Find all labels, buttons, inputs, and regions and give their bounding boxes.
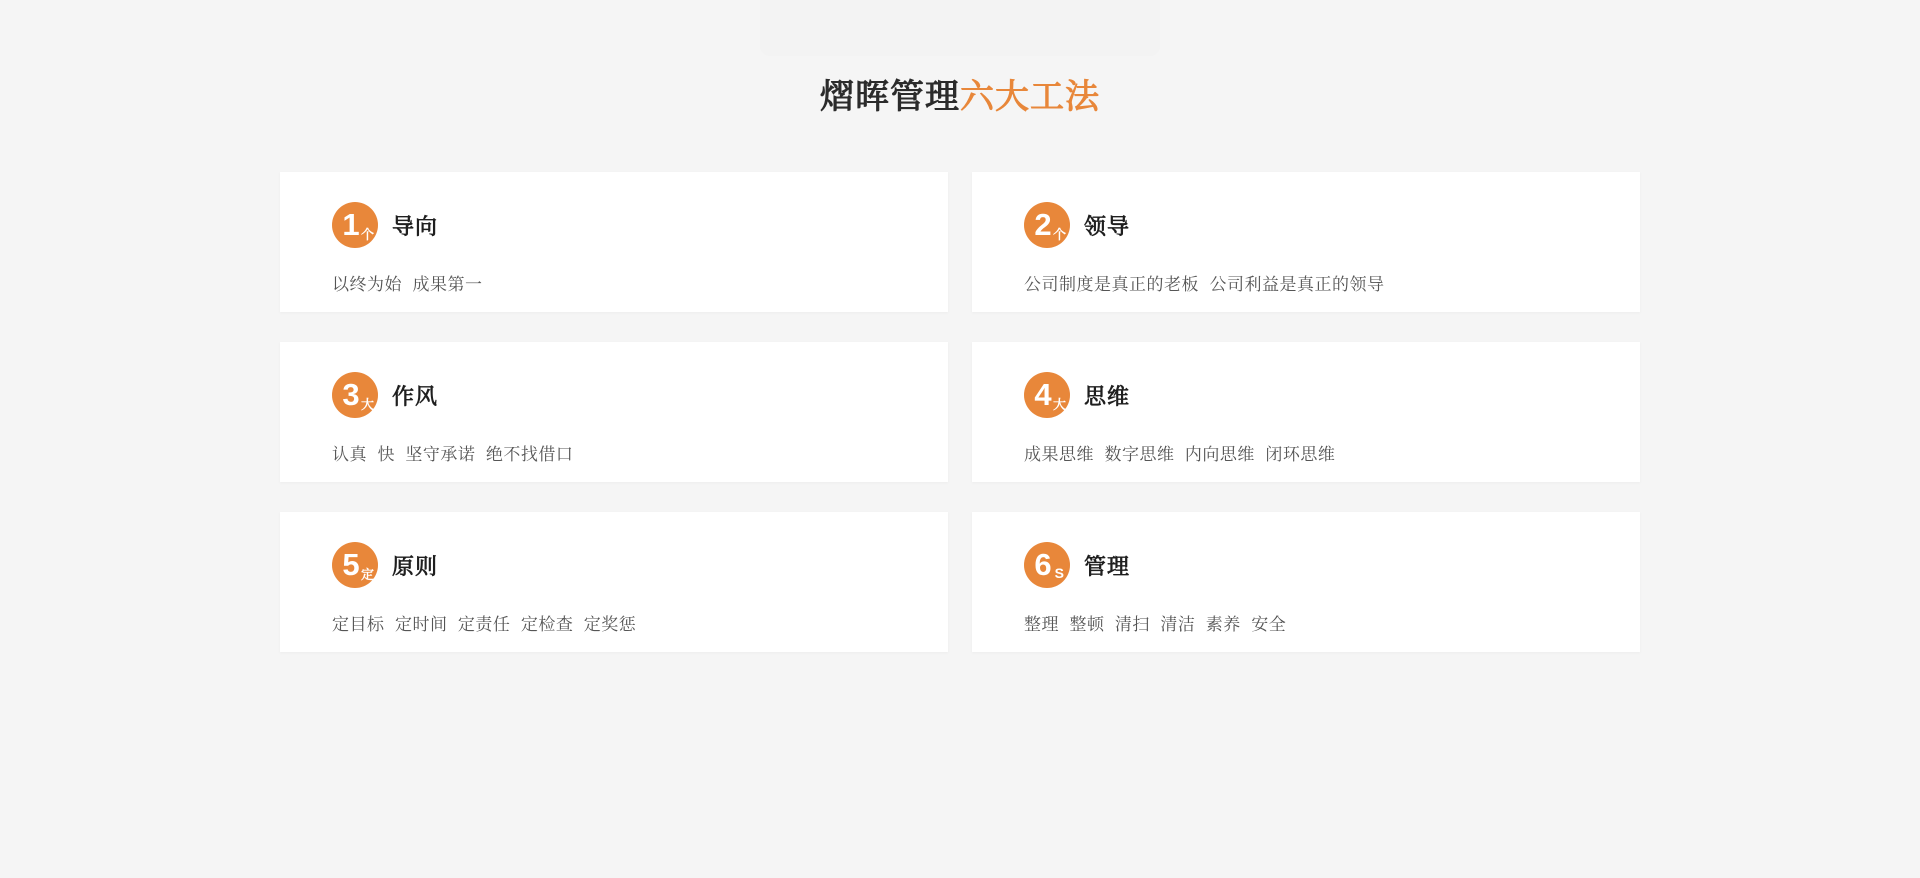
number-badge [332, 202, 378, 248]
method-card[interactable] [280, 512, 948, 652]
badge-number: 3 [342, 376, 360, 412]
card-title: 管理 [1084, 553, 1131, 579]
card-title: 思维 [1084, 383, 1131, 409]
card-header [332, 372, 948, 418]
card-description: 认真 快 坚守承诺 绝不找借口 [332, 445, 574, 464]
number-badge [1024, 542, 1070, 588]
badge-unit: 定 [360, 567, 374, 582]
number-badge [1024, 372, 1070, 418]
badge-unit: 个 [1052, 227, 1066, 242]
card-title: 作风 [392, 383, 439, 409]
badge-unit: 个 [360, 227, 374, 242]
page-title-prefix: 熠晖管理 [820, 78, 960, 116]
card-description: 整理 整顿 清扫 清洁 素养 安全 [1024, 615, 1287, 634]
method-card[interactable] [972, 512, 1640, 652]
method-card[interactable] [972, 342, 1640, 482]
card-title: 导向 [392, 213, 439, 239]
page-title-accent: 六大工法 [960, 78, 1100, 116]
card-header [1024, 372, 1640, 418]
card-title: 原则 [392, 553, 439, 579]
card-title: 领导 [1084, 213, 1131, 239]
badge-number: 6 [1034, 546, 1052, 582]
method-card[interactable] [280, 172, 948, 312]
number-badge [332, 542, 378, 588]
card-header [332, 542, 948, 588]
card-description: 定目标 定时间 定责任 定检查 定奖惩 [332, 615, 637, 634]
number-badge [332, 372, 378, 418]
badge-unit: 大 [1052, 397, 1066, 412]
badge-unit: 大 [360, 397, 374, 412]
card-description: 公司制度是真正的老板 公司利益是真正的领导 [1024, 275, 1385, 294]
number-badge [1024, 202, 1070, 248]
page-title [0, 0, 1920, 114]
card-description: 以终为始 成果第一 [332, 275, 483, 294]
card-header [332, 202, 948, 248]
badge-number: 1 [342, 206, 360, 242]
method-card-grid [280, 114, 1640, 652]
badge-number: 5 [342, 546, 360, 582]
badge-number: 2 [1034, 206, 1052, 242]
card-description: 成果思维 数字思维 内向思维 闭环思维 [1024, 445, 1336, 464]
method-card[interactable] [280, 342, 948, 482]
card-header [1024, 202, 1640, 248]
badge-unit: S [1054, 565, 1064, 581]
badge-number: 4 [1034, 376, 1052, 412]
card-header [1024, 542, 1640, 588]
method-card[interactable] [972, 172, 1640, 312]
